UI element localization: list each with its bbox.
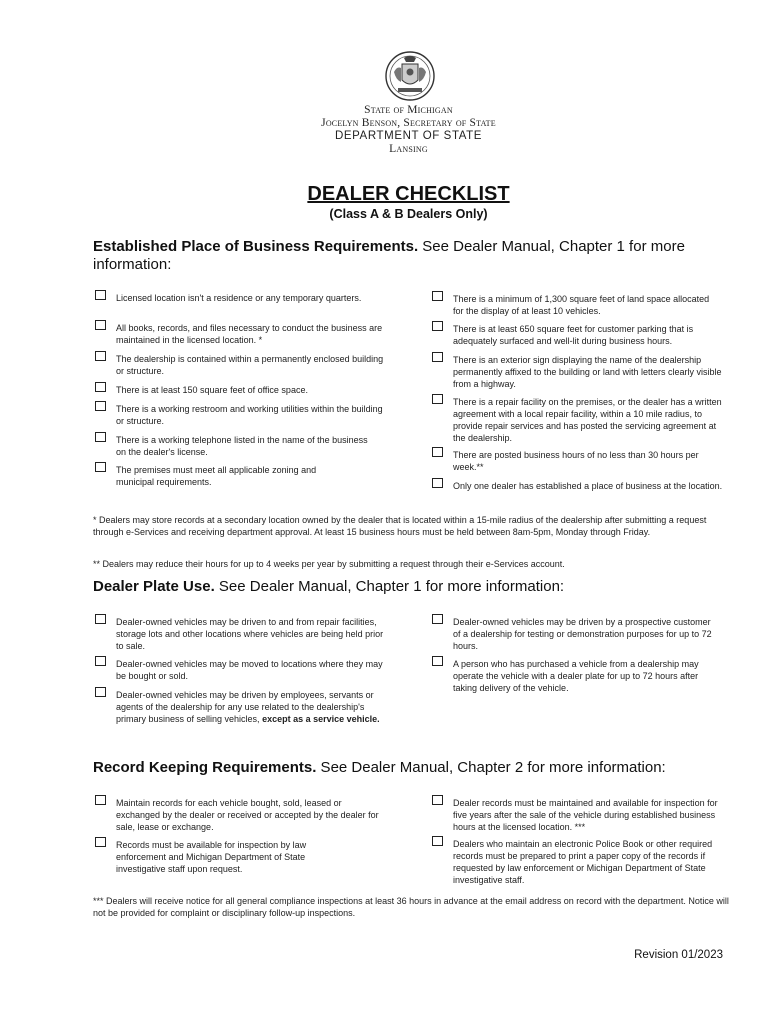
section-heading-rest: See Dealer Manual, Chapter 1 for more information: — [214, 578, 565, 595]
checklist-item-text: There is a repair facility on the premises, or the dealer has a written agreement with a local repair facility, within a 10 mile radius, to provide repair services and has posted the servicing agreement at the dealership. — [453, 397, 722, 443]
checklist-item-text: There is a working telephone listed in the name of the business on the dealer's license. — [116, 435, 368, 457]
footnote-inspections: *** Dealers will receive notice for all general compliance inspections at least 36 hours in advance at the email address on record with the department. Notice will not be provided for complaint or disciplinary follow-up inspections. — [93, 896, 729, 918]
section-heading-rest: See Dealer Manual, Chapter 1 for more — [418, 238, 685, 255]
checklist-item-text: There is at least 150 square feet of office space. — [116, 385, 308, 395]
section-heading-business — [93, 238, 723, 274]
footnote-hours: ** Dealers may reduce their hours for up to 4 weeks per year by submitting a request through their e-Services account. — [93, 559, 565, 569]
checklist-item-text: The premises must meet all applicable zoning and municipal requirements. — [116, 465, 317, 487]
checklist-item-text: Licensed location isn't a residence or any temporary quarters. — [116, 293, 362, 303]
city-name: Lansing — [389, 143, 428, 155]
checkbox[interactable] — [95, 687, 106, 697]
page-title: DEALER CHECKLIST — [307, 183, 510, 205]
checkbox[interactable] — [95, 382, 106, 392]
page-subtitle: (Class A & B Dealers Only) — [329, 207, 488, 221]
checklist-item-text: Dealer-owned vehicles may be moved to locations where they may be bought or sold. — [116, 659, 383, 681]
checklist-item-text: There is at least 650 square feet for customer parking that is adequately surfaced and well-lit during business hours. — [453, 324, 694, 346]
checkbox[interactable] — [95, 290, 106, 300]
revision-label: Revision 01/2023 — [634, 949, 723, 961]
checklist-item-text: A person who has purchased a vehicle from a dealership may operate the vehicle with a dealer plate for up to 72 hours after taking delivery of the vehicle. — [453, 659, 699, 693]
checkbox[interactable] — [432, 291, 443, 301]
checklist-item-bold-text: except as a service vehicle. — [262, 714, 380, 724]
checkbox[interactable] — [432, 394, 443, 404]
state-name: State of Michigan — [364, 104, 453, 116]
checkbox[interactable] — [95, 795, 106, 805]
checkbox[interactable] — [95, 462, 106, 472]
checklist-item-text: There is an exterior sign displaying the name of the dealership permanently affixed to the building or land with letters clearly visible from a highway. — [453, 355, 722, 389]
checklist-item-text: Dealer-owned vehicles may be driven by a prospective customer of a dealership for testing or demonstration purposes for up to 72 hours. — [453, 617, 712, 651]
checklist-item-text-wrapper — [116, 689, 386, 725]
secretary-name: Jocelyn Benson, Secretary of State — [321, 117, 496, 129]
section-heading-records — [93, 759, 723, 777]
section-heading-bold: Record Keeping Requirements. — [93, 759, 317, 776]
checkbox[interactable] — [95, 401, 106, 411]
department-name: DEPARTMENT OF STATE — [334, 130, 483, 142]
checkbox[interactable] — [95, 656, 106, 666]
checkbox[interactable] — [432, 352, 443, 362]
checklist-item-text: Dealer-owned vehicles may be driven to and from repair facilities, storage lots and other locations where vehicles are being held prior to sale. — [116, 617, 384, 651]
checklist-item-text: There is a minimum of 1,300 square feet of land space allocated for the display of at least 10 vehicles. — [453, 294, 710, 316]
checklist-item-text: Dealer records must be maintained and available for inspection for five years after the sale of the vehicle during established business hours at the licensed location. *** — [453, 798, 718, 832]
checkbox[interactable] — [432, 614, 443, 624]
section-heading-bold: Established Place of Business Requirements. — [93, 238, 419, 255]
checkbox[interactable] — [95, 837, 106, 847]
checklist-item-text: Only one dealer has established a place of business at the location. — [453, 481, 723, 491]
checklist-item-text: There are posted business hours of no less than 30 hours per week.** — [453, 450, 699, 472]
checkbox[interactable] — [95, 614, 106, 624]
section-heading-bold: Dealer Plate Use. — [93, 578, 215, 595]
section-heading-rest: See Dealer Manual, Chapter 2 for more information: — [316, 759, 666, 776]
checklist-item-text: The dealership is contained within a permanently enclosed building or structure. — [116, 354, 384, 376]
checklist-item-text: All books, records, and files necessary to conduct the business are maintained in the licensed location. * — [116, 323, 383, 345]
section-heading-plate — [93, 578, 723, 596]
section-heading-line2: information: — [93, 256, 172, 273]
checklist-item-text: Dealers who maintain an electronic Police Book or other required records must be prepared to print a paper copy of the records if requested by law enforcement or Michigan Department of State investigative staff. — [453, 839, 713, 885]
checkbox[interactable] — [432, 478, 443, 488]
checklist-item-text: Maintain records for each vehicle bought, sold, leased or exchanged by the dealer or received or accepted by the dealer for sale, lease or exchange. — [116, 798, 379, 832]
footnote-records: * Dealers may store records at a secondary location owned by the dealer that is located within a 15-mile radius of the dealership after submitting a request through e-Services and receiving department approval. At least 15 business hours must be held between 8am-5pm, Monday through Friday. — [93, 515, 707, 537]
checklist-item-text: Dealer-owned vehicles may be driven by employees, servants or agents of the dealership for any use related to the dealership's primary business of selling vehicles, — [116, 690, 374, 724]
michigan-state-seal — [384, 50, 436, 102]
checkbox[interactable] — [95, 351, 106, 361]
checkbox[interactable] — [95, 320, 106, 330]
checklist-item-text: Records must be available for inspection by law enforcement and Michigan Department of State investigative staff upon request. — [116, 840, 307, 874]
checkbox[interactable] — [432, 321, 443, 331]
checkbox[interactable] — [432, 656, 443, 666]
checkbox[interactable] — [432, 795, 443, 805]
checkbox[interactable] — [432, 447, 443, 457]
checklist-item-text: There is a working restroom and working utilities within the building or structure. — [116, 404, 383, 426]
checkbox[interactable] — [432, 836, 443, 846]
checkbox[interactable] — [95, 432, 106, 442]
